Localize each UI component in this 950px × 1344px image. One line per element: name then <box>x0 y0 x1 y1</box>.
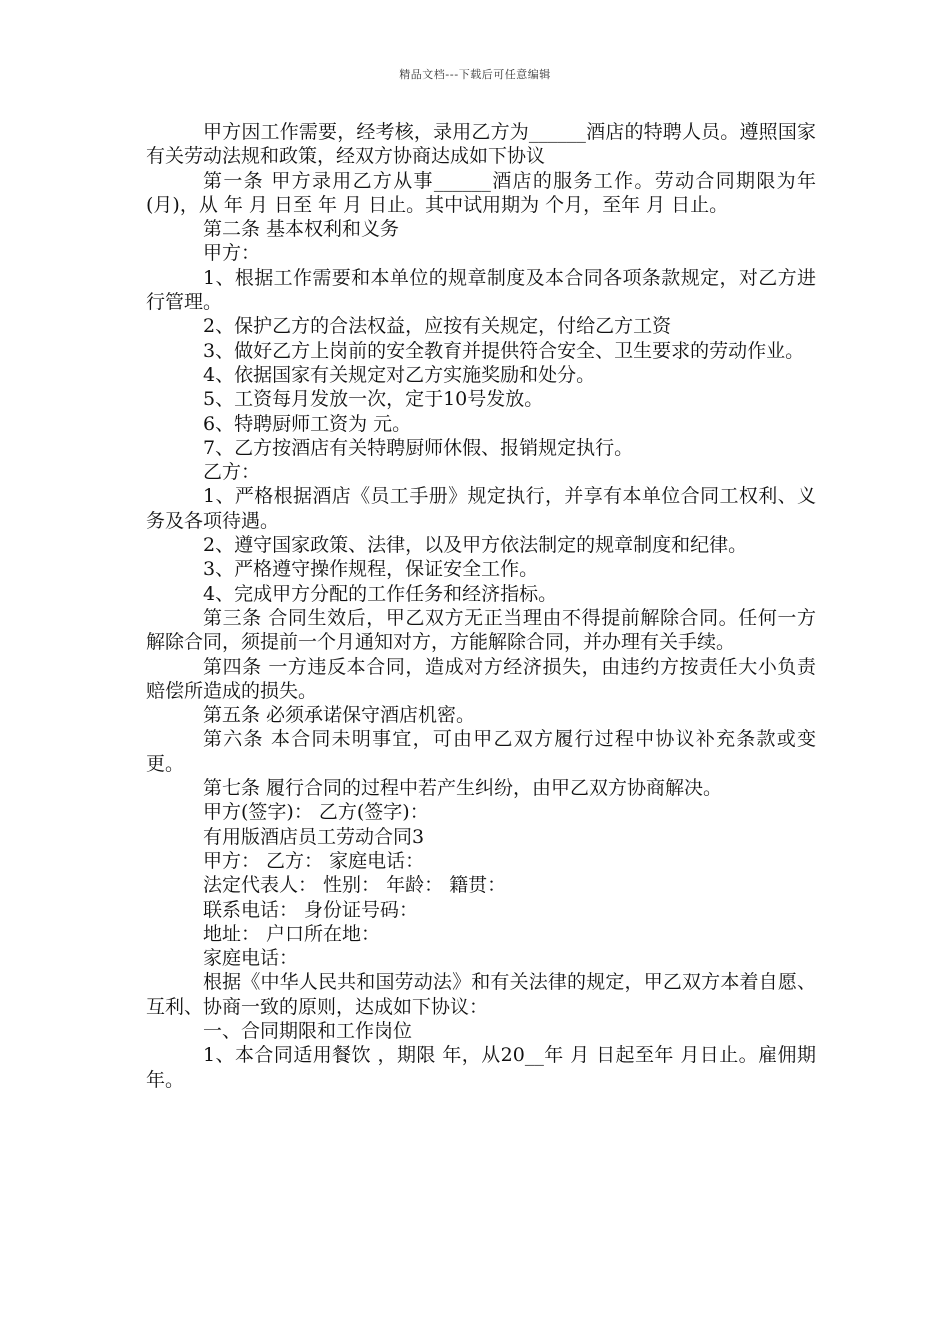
contract-3-title: 有用版酒店员工劳动合同3 <box>203 825 425 848</box>
party-b-item-4: 4、完成甲方分配的工作任务和经济指标。 <box>203 582 558 605</box>
parties-field-line: 甲方： 乙方： 家庭电话： <box>203 849 425 872</box>
article-3: 第三条 合同生效后，甲乙双方无正当理由不得提前解除合同。任何一方解除合同，须提前一个月通知对方，方能解除合同，并办理有关手续。 <box>146 606 816 654</box>
article-4: 第四条 一方违反本合同，造成对方经济损失，由违约方按责任大小负责赔偿所造成的损失。 <box>146 655 816 702</box>
paragraph-intro: 甲方因工作需要，经考核，录用乙方为______酒店的特聘人员。遵照国家有关劳动法规和政策，经双方协商达成如下协议 <box>146 121 816 168</box>
labor-law-preamble: 根据《中华人民共和国劳动法》和有关法律的规定，甲乙双方本着自愿、互利、协商一致的原则，达成如下协议： <box>146 971 816 1018</box>
party-a-heading: 甲方： <box>203 242 261 265</box>
article-1: 第一条 甲方录用乙方从事______酒店的服务工作。劳动合同期限为年(月)，从 年 月 日至 年 月 日止。其中试用期为 个月，至年 月 日止。 <box>146 169 816 216</box>
contact-field-line: 联系电话： 身份证号码： <box>203 898 419 921</box>
party-a-item-7: 7、乙方按酒店有关特聘厨师休假、报销规定执行。 <box>203 436 634 459</box>
signature-line: 甲方(签字)： 乙方(签字)： <box>203 801 429 824</box>
article-5: 第五条 必须承诺保守酒店机密。 <box>203 704 476 727</box>
page-header: 精品文档---下载后可任意编辑 <box>399 68 551 81</box>
article-7: 第七条 履行合同的过程中若产生纠纷，由甲乙双方协商解决。 <box>203 777 723 800</box>
address-field-line: 地址： 户口所在地： <box>203 922 381 945</box>
party-a-item-1: 1、根据工作需要和本单位的规章制度及本合同各项条款规定，对乙方进行管理。 <box>146 266 816 314</box>
party-a-item-6: 6、特聘厨师工资为 元。 <box>203 412 412 435</box>
party-b-heading: 乙方： <box>203 461 261 484</box>
article-2-heading: 第二条 基本权利和义务 <box>203 218 400 241</box>
party-a-item-3: 3、做好乙方上岗前的安全教育并提供符合安全、卫生要求的劳动作业。 <box>203 339 805 362</box>
party-b-item-1: 1、严格根据酒店《员工手册》规定执行，并享有本单位合同工权利、义务及各项待遇。 <box>146 485 816 532</box>
section-1-item-1: 1、本合同适用餐饮 ，期限 年，从20__年 月 日起至年 月日止。雇佣期 年。 <box>146 1044 823 1091</box>
section-1-heading: 一、合同期限和工作岗位 <box>203 1019 413 1042</box>
party-b-item-3: 3、严格遵守操作规程，保证安全工作。 <box>203 558 539 581</box>
article-6: 第六条 本合同未明事宜，可由甲乙双方履行过程中协议补充条款或变更。 <box>146 728 816 775</box>
document-body <box>146 120 823 1092</box>
party-b-item-2: 2、遵守国家政策、法律，以及甲方依法制定的规章制度和纪律。 <box>203 534 748 557</box>
party-a-item-5: 5、工资每月发放一次，定于10号发放。 <box>203 388 544 411</box>
party-a-item-2: 2、保护乙方的合法权益，应按有关规定，付给乙方工资 <box>203 315 672 338</box>
legal-rep-field-line: 法定代表人： 性别： 年龄： 籍贯： <box>203 874 507 897</box>
party-a-item-4: 4、依据国家有关规定对乙方实施奖励和处分。 <box>203 363 596 386</box>
home-phone-field-line: 家庭电话： <box>203 947 299 970</box>
